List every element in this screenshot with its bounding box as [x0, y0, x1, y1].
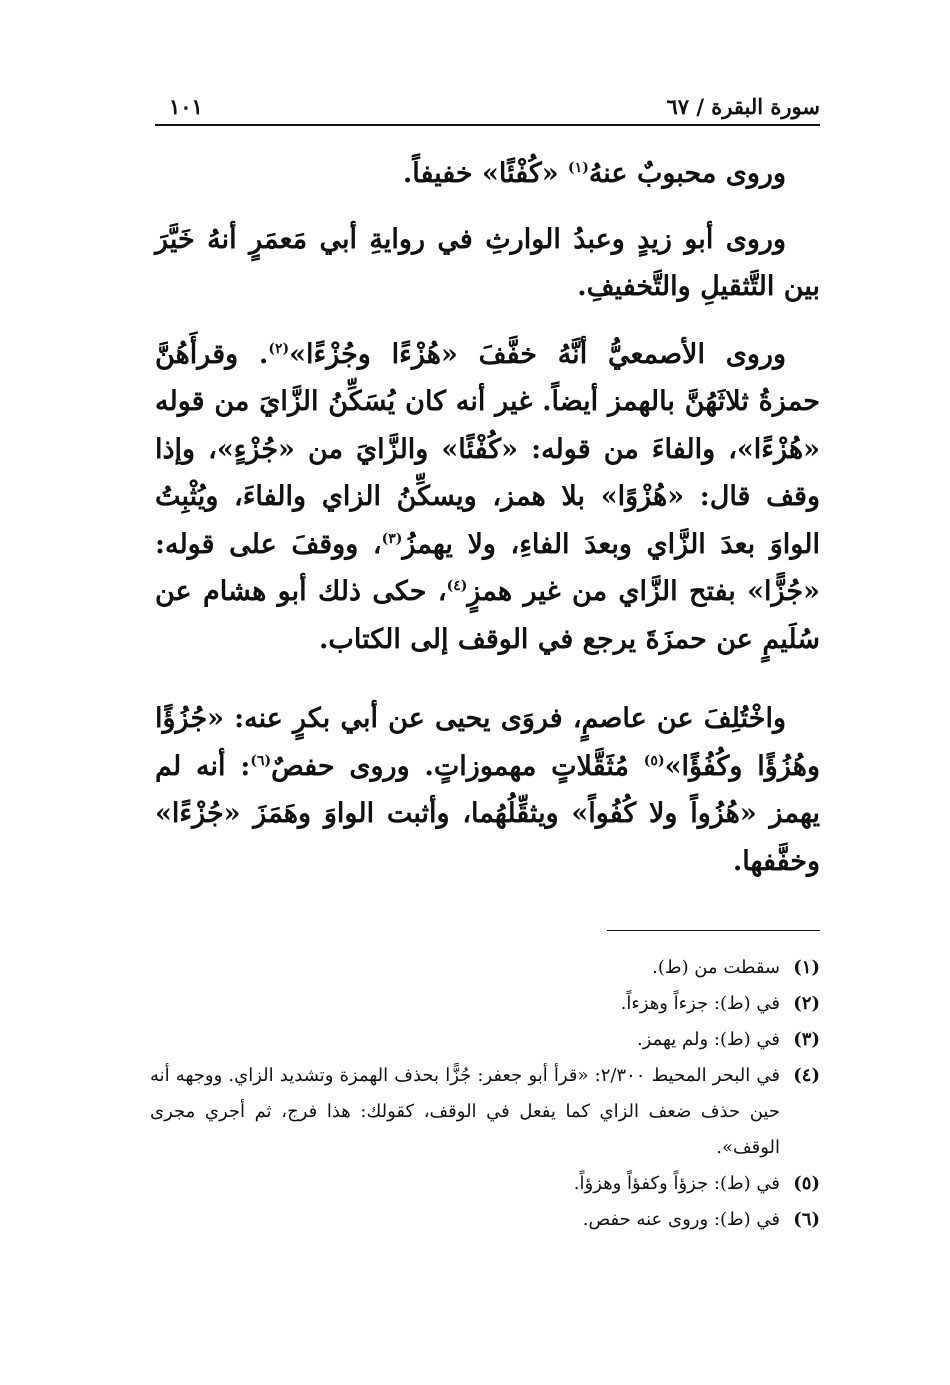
text-run: . وقرأَهُنَّ حمزةُ ثلاثَهُنَّ بالهمز أيضاً. غير أنه كان يُسَكِّنُ الزَّايَ من قوله «هُزْءًا»، والفاءَ من قوله: «كُفْئًا» والزَّايَ من «جُزْءٍ»، وإذا وقف قال: «هُزْوًا» بلا همز، ويسكِّنُ الزاي والفاءَ، ويُثْبِتُ الواوَ بعدَ الزَّاي وبعدَ الفاءِ، ولا يهمزُ: [155, 338, 820, 560]
paragraph-2: [155, 216, 820, 311]
footnotes-list: [150, 950, 820, 1238]
footnote-ref: (١): [568, 160, 589, 176]
footnote-ref: (٢): [268, 340, 290, 357]
footnote-text: في (ط): جزءاً وهزءاً.: [620, 993, 780, 1014]
footnote-number: (٥): [793, 1173, 820, 1194]
footnote-number: (٢): [793, 993, 820, 1014]
footnote-text: في (ط): وروى عنه حفص.: [582, 1209, 780, 1230]
paragraph-4: [155, 695, 820, 885]
footnote-item: [150, 1058, 820, 1166]
footnote-text: في (ط): جزؤاً وكفؤاً وهزؤاً.: [573, 1173, 780, 1194]
footnote-item: [150, 1022, 820, 1058]
main-text: [155, 150, 820, 885]
text-run: وروى محبوبٌ عنهُ: [588, 158, 786, 189]
text-run: وروى الأصمعيُّ أنَّهُ خفَّفَ «هُزْءًا وجُزْءًا»: [289, 338, 787, 370]
footnote-number: (١): [793, 957, 820, 978]
footnote-number: (٦): [793, 1209, 820, 1230]
footnote-ref: (٤): [446, 578, 468, 594]
text-run: وروى أبو زيدٍ وعبدُ الوارثِ في روايةِ أبي مَعمَرٍ أنهُ خَيَّرَ بين التَّثقيلِ والتَّخفيفِ.: [155, 223, 820, 302]
footnote-divider: [607, 930, 820, 931]
footnote-item: [150, 1166, 820, 1202]
text-run: : أنه لم يهمز «هُزُواً ولا كُفُواً» ويثقِّلُهُما، وأثبت الواوَ وهَمَزَ «جُزْءًا» وخفَّفها.: [155, 750, 820, 877]
text-run: مُثَقَّلاتٍ مهموزاتٍ. وروى حفصٌ: [271, 750, 644, 782]
text-run: واخْتُلِفَ عن عاصمٍ، فروَى يحيى عن أبي بكرٍ عنه: «جُزُؤًا وهُزُؤًا وكُفُؤًا»: [155, 703, 820, 782]
footnote-item: [150, 1202, 820, 1238]
header-page-number: ١٠١: [169, 94, 203, 119]
footnote-text: في البحر المحيط ٢/٣٠٠: «قرأ أبو جعفر: جُزًّا بحذف الهمزة وتشديد الزاي. ووجهه أنه حين حذف ضعف الزاي كما يفعل في الوقف، كقولك: هذا فرج، ثم أجري مجرى الوقف».: [150, 1065, 780, 1158]
footnote-number: (٤): [793, 1065, 820, 1086]
footnote-number: (٣): [793, 1029, 820, 1050]
footnote-text: في (ط): ولم يهمز.: [636, 1029, 780, 1050]
paragraph-1: [155, 150, 820, 198]
footnote-text: سقطت من (ط).: [652, 957, 780, 978]
text-run: «كُفْئًا» خفيفاً.: [402, 158, 569, 189]
paragraph-3: [155, 331, 820, 664]
footnote-item: [150, 950, 820, 986]
footnote-ref: (٣): [381, 530, 403, 547]
header-surah-title: سورة البقرة / ٦٧: [666, 94, 820, 119]
footnote-ref: (٦): [250, 752, 272, 769]
text-run: ، ووقفَ على قوله: «جُزًّا» بفتح الزَّاي من غير همزٍ: [155, 528, 820, 607]
running-header: [155, 88, 820, 126]
footnote-item: [150, 986, 820, 1022]
footnote-ref: (٥): [643, 752, 665, 769]
text-run: ، حكى ذلك أبو هشام عن سُلَيمٍ عن حمزَةَ يرجع في الوقف إلى الكتاب.: [155, 576, 820, 655]
